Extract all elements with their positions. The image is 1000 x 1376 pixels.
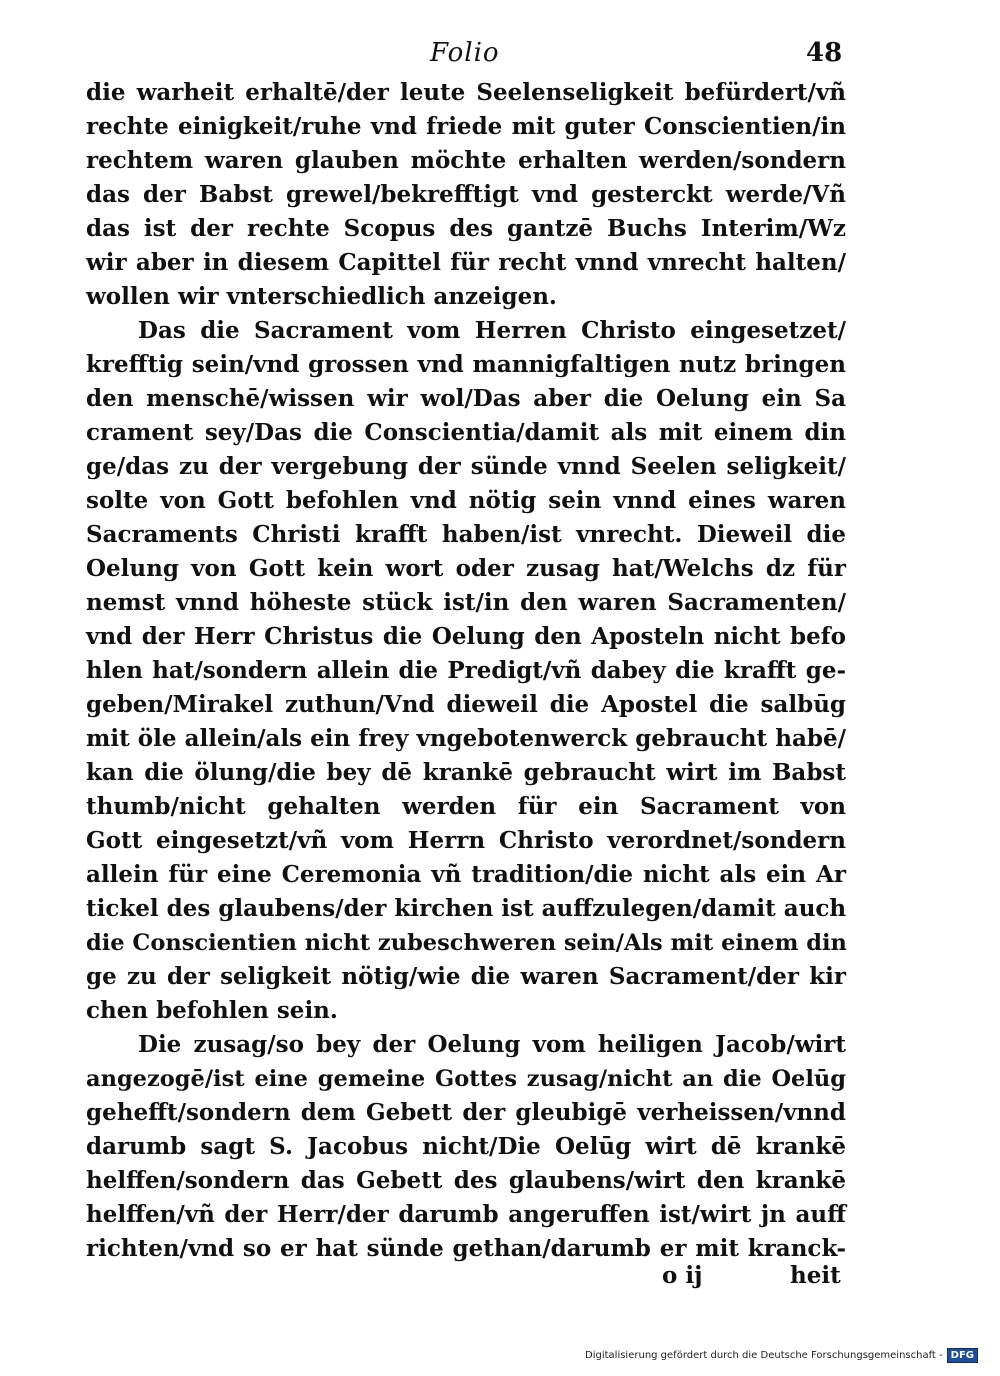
text-line: helffen/sondern das Gebett des glaubens/wirt den krankē bbox=[86, 1167, 846, 1194]
text-line: wir aber in diesem Capittel für recht vnnd vnrecht halten/ bbox=[86, 249, 846, 276]
text-line: das der Babst grewel/bekrefftigt vnd gesterckt werde/Vñ bbox=[86, 181, 846, 208]
funding-credit: Digitalisierung gefördert durch die Deutsche Forschungsgemeinschaft - bbox=[585, 1349, 943, 1361]
text-line: vnd der Herr Christus die Oelung den Aposteln nicht befo bbox=[86, 623, 846, 650]
text-line: krefftig sein/vnd grossen vnd mannigfaltigen nutz bringen bbox=[86, 351, 846, 378]
text-line: Oelung von Gott kein wort oder zusag hat/Welchs dz für bbox=[86, 555, 846, 582]
text-line: mit öle allein/als ein frey vngebotenwerck gebraucht habē/ bbox=[86, 725, 846, 752]
text-line: Gott eingesetzt/vñ vom Herrn Christo verordnet/sondern bbox=[86, 827, 846, 854]
text-line: nemst vnnd höheste stück ist/in den waren Sacramenten/ bbox=[86, 589, 846, 616]
text-line: kan die ölung/die bey dē krankē gebraucht wirt im Babst bbox=[86, 759, 846, 786]
text-line: ge/das zu der vergebung der sünde vnnd Seelen seligkeit/ bbox=[86, 453, 846, 480]
page-header bbox=[0, 38, 1000, 78]
text-line: gehefft/sondern dem Gebett der gleubigē verheissen/vnnd bbox=[86, 1099, 846, 1126]
dfg-logo-icon: DFG bbox=[947, 1348, 978, 1363]
text-line: Das die Sacrament vom Herren Christo eingesetzet/ bbox=[138, 317, 846, 344]
text-line: tickel des glaubens/der kirchen ist auffzulegen/damit auch bbox=[86, 895, 847, 922]
text-line: ge zu der seligkeit nötig/wie die waren Sacrament/der kir bbox=[86, 963, 846, 990]
catchline bbox=[0, 1262, 1000, 1296]
text-line: allein für eine Ceremonia vñ tradition/die nicht als ein Ar bbox=[86, 861, 846, 888]
text-line: die warheit erhaltē/der leute Seelenseligkeit befürdert/vñ bbox=[86, 79, 846, 106]
text-line: wollen wir vnterschiedlich anzeigen. bbox=[86, 283, 557, 310]
text-line: rechtem waren glauben möchte erhalten werden/sondern bbox=[86, 147, 846, 174]
page-number: 48 bbox=[806, 38, 843, 68]
text-line: das ist der rechte Scopus des gantzē Buchs Interim/Wz bbox=[86, 215, 846, 242]
body-text bbox=[86, 76, 846, 1266]
text-line: richten/vnd so er hat sünde gethan/darumb er mit kranck- bbox=[86, 1235, 846, 1262]
text-line: chen befohlen sein. bbox=[86, 997, 338, 1024]
catchword: heit bbox=[790, 1262, 841, 1289]
text-line: den menschē/wissen wir wol/Das aber die Oelung ein Sa bbox=[86, 385, 846, 412]
text-line: thumb/nicht gehalten werden für ein Sacrament von bbox=[86, 793, 846, 820]
text-line: hlen hat/sondern allein die Predigt/vñ dabey die krafft ge- bbox=[86, 657, 846, 684]
text-line: Sacraments Christi krafft haben/ist vnrecht. Dieweil die bbox=[86, 521, 846, 548]
text-line: rechte einigkeit/ruhe vnd friede mit guter Conscientien/in bbox=[86, 113, 846, 140]
text-line: darumb sagt S. Jacobus nicht/Die Oelūg wirt dē krankē bbox=[86, 1133, 846, 1160]
digitization-footer bbox=[585, 1344, 978, 1366]
text-line: solte von Gott befohlen vnd nötig sein vnnd eines waren bbox=[86, 487, 846, 514]
text-line: die Conscientien nicht zubeschweren sein/Als mit einem din bbox=[86, 930, 847, 956]
text-line: helffen/vñ der Herr/der darumb angeruffen ist/wirt jn auff bbox=[86, 1201, 846, 1228]
text-line: crament sey/Das die Conscientia/damit als mit einem din bbox=[86, 419, 846, 446]
text-line: geben/Mirakel zuthun/Vnd dieweil die Apostel die salbūg bbox=[86, 691, 846, 718]
signature-mark: o ij bbox=[662, 1262, 703, 1289]
folio-label: Folio bbox=[430, 38, 500, 68]
text-line: angezogē/ist eine gemeine Gottes zusag/nicht an die Oelūg bbox=[86, 1066, 846, 1092]
text-line: Die zusag/so bey der Oelung vom heiligen Jacob/wirt bbox=[138, 1031, 846, 1058]
